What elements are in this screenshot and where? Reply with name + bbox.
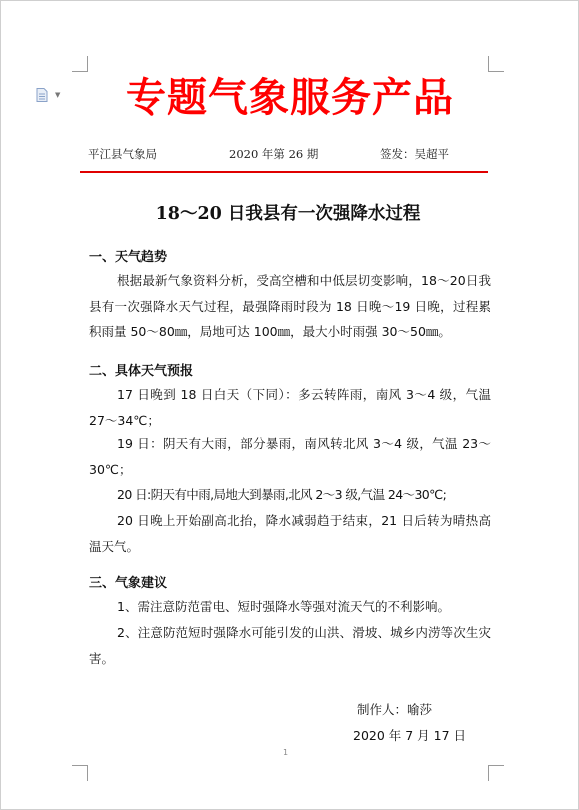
paragraph-trend: 根据最新气象资料分析，受高空槽和中低层切变影响，18～20日我县有一次强降水天气过程，最强降雨时段为 18 日晚～19 日晚，过程累积雨量 50～80㎜，局地可达 100㎜，最大小时雨强 30～50㎜。 [89, 273, 491, 339]
red-divider [80, 171, 488, 173]
crop-mark [488, 765, 489, 781]
paragraph-forecast-17: 17 日晚到 18 日白天（下同）：多云转阵雨，南风 3～4 级，气温 27～34℃； [89, 387, 491, 428]
issue-number: 2020 年第 26 期 [229, 147, 319, 161]
document-icon[interactable] [36, 88, 48, 102]
issuing-agency: 平江县气象局 [88, 147, 157, 161]
section-heading-forecast: 二、具体天气预报 [89, 364, 194, 379]
document-title: 18～20 日我县有一次强降水过程 [155, 204, 421, 224]
paragraph-forecast-20: 20 日:阴天有中雨,局地大到暴雨,北风 2～3 级,气温 24～30℃; [117, 487, 447, 502]
author: 制作人：喻莎 [357, 702, 433, 717]
issue-date: 2020 年 7 月 17 日 [353, 728, 467, 743]
page-number: 1 [283, 748, 289, 757]
paragraph-forecast-19: 19 日：阴天有大雨，部分暴雨，南风转北风 3～4 级，气温 23～30℃； [89, 436, 491, 477]
caret-down-icon[interactable]: ▼ [55, 91, 61, 99]
section-heading-trend: 一、天气趋势 [89, 250, 168, 265]
paragraph-forecast-outlook: 20 日晚上开始副高北抬，降水减弱趋于结束，21 日后转为晴热高温天气。 [89, 513, 491, 554]
paragraph-advice-1: 1、需注意防范雷电、短时强降水等强对流天气的不利影响。 [117, 599, 450, 614]
crop-mark [72, 765, 88, 766]
issue-line [88, 146, 488, 164]
crop-mark [87, 765, 88, 781]
crop-mark [72, 71, 88, 72]
banner-title: 专题气象服务产品 [126, 75, 454, 121]
paragraph-advice-2: 2、注意防范短时强降水可能引发的山洪、滑坡、城乡内涝等次生灾害。 [89, 625, 491, 666]
signer: 签发：吴超平 [380, 147, 449, 161]
crop-mark [488, 765, 504, 766]
section-heading-advice: 三、气象建议 [89, 576, 168, 591]
